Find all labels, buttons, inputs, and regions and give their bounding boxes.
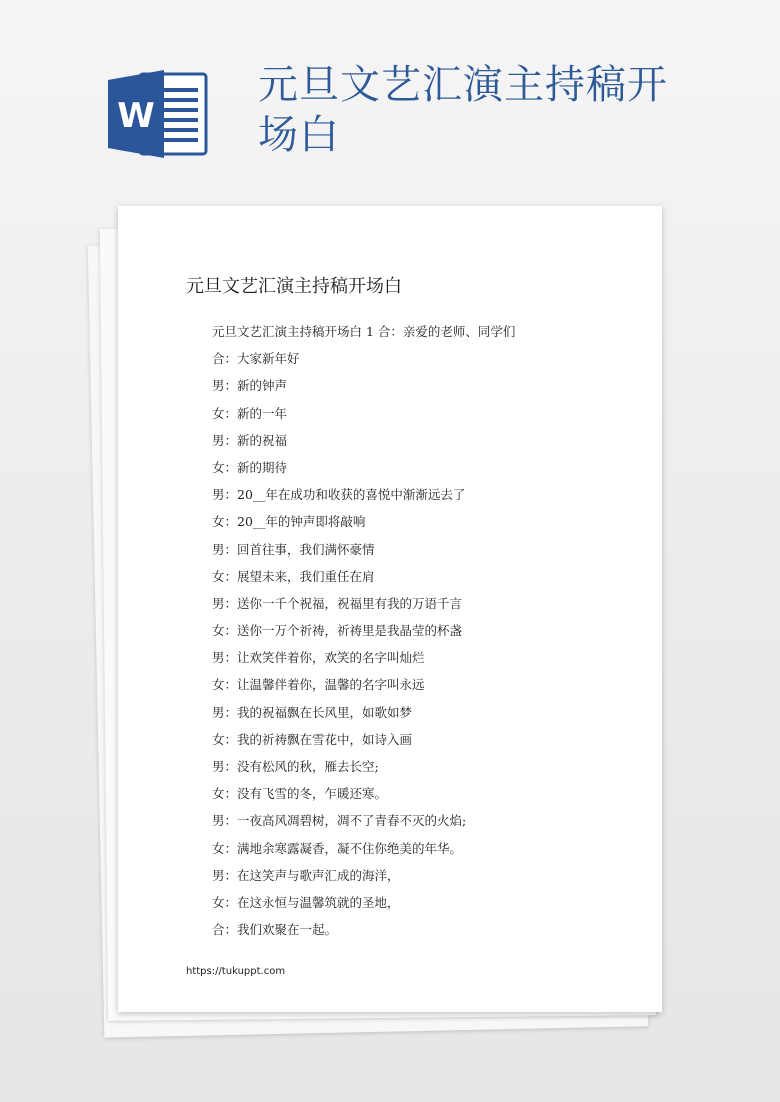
script-line: 元旦文艺汇演主持稿开场白 1 合：亲爱的老师、同学们: [212, 324, 516, 339]
script-line: 女：20__年的钟声即将敲响: [212, 514, 366, 530]
script-line: 男：我的祝福飘在长风里，如歌如梦: [212, 704, 413, 720]
page-title: 元旦文艺汇演主持稿开场白: [258, 62, 668, 158]
script-line: 男：没有松风的秋，雁去长空;: [212, 759, 379, 774]
script-line: 女：在这永恒与温馨筑就的圣地，: [212, 894, 400, 910]
script-line: 男：在这笑声与歌声汇成的海洋，: [212, 867, 400, 883]
script-line: 男：让欢笑伴着你，欢笑的名字叫灿烂: [212, 650, 425, 666]
source-link[interactable]: https://tukuppt.com: [186, 966, 286, 977]
word-document-icon: [106, 66, 210, 160]
script-line: 男：新的祝福: [212, 432, 288, 448]
script-line: 女：我的祈祷飘在雪花中，如诗入画: [212, 731, 413, 747]
script-line: 女：新的一年: [212, 405, 288, 421]
svg-text:W: W: [117, 96, 155, 136]
script-line: 男：回首往事，我们满怀豪情: [212, 541, 375, 557]
script-line: 男：新的钟声: [212, 378, 288, 394]
script-line: 女：展望未来，我们重任在肩: [212, 568, 375, 584]
script-line: 女：满地余寒露凝香，凝不住你绝美的年华。: [212, 840, 463, 856]
script-line: 男：一夜高风凋碧树，凋不了青春不灭的火焰;: [212, 813, 467, 829]
script-line: 女：让温馨伴着你，温馨的名字叫永远: [212, 677, 425, 693]
script-line: 男：20__年在成功和收获的喜悦中渐渐远去了: [212, 487, 466, 503]
script-line: 男：送你一千个祝福，祝福里有我的万语千言: [212, 595, 463, 611]
script-line: 合：大家新年好: [212, 351, 300, 367]
script-line: 女：没有飞雪的冬，乍暖还寒。: [212, 786, 388, 802]
document-title: 元旦文艺汇演主持稿开场白: [186, 276, 402, 297]
document-body: [212, 318, 632, 943]
script-line: 合：我们欢聚在一起。: [212, 922, 338, 938]
script-line: 女：送你一万个祈祷，祈祷里是我晶莹的杯盏: [212, 623, 463, 639]
script-line: 女：新的期待: [212, 459, 288, 475]
